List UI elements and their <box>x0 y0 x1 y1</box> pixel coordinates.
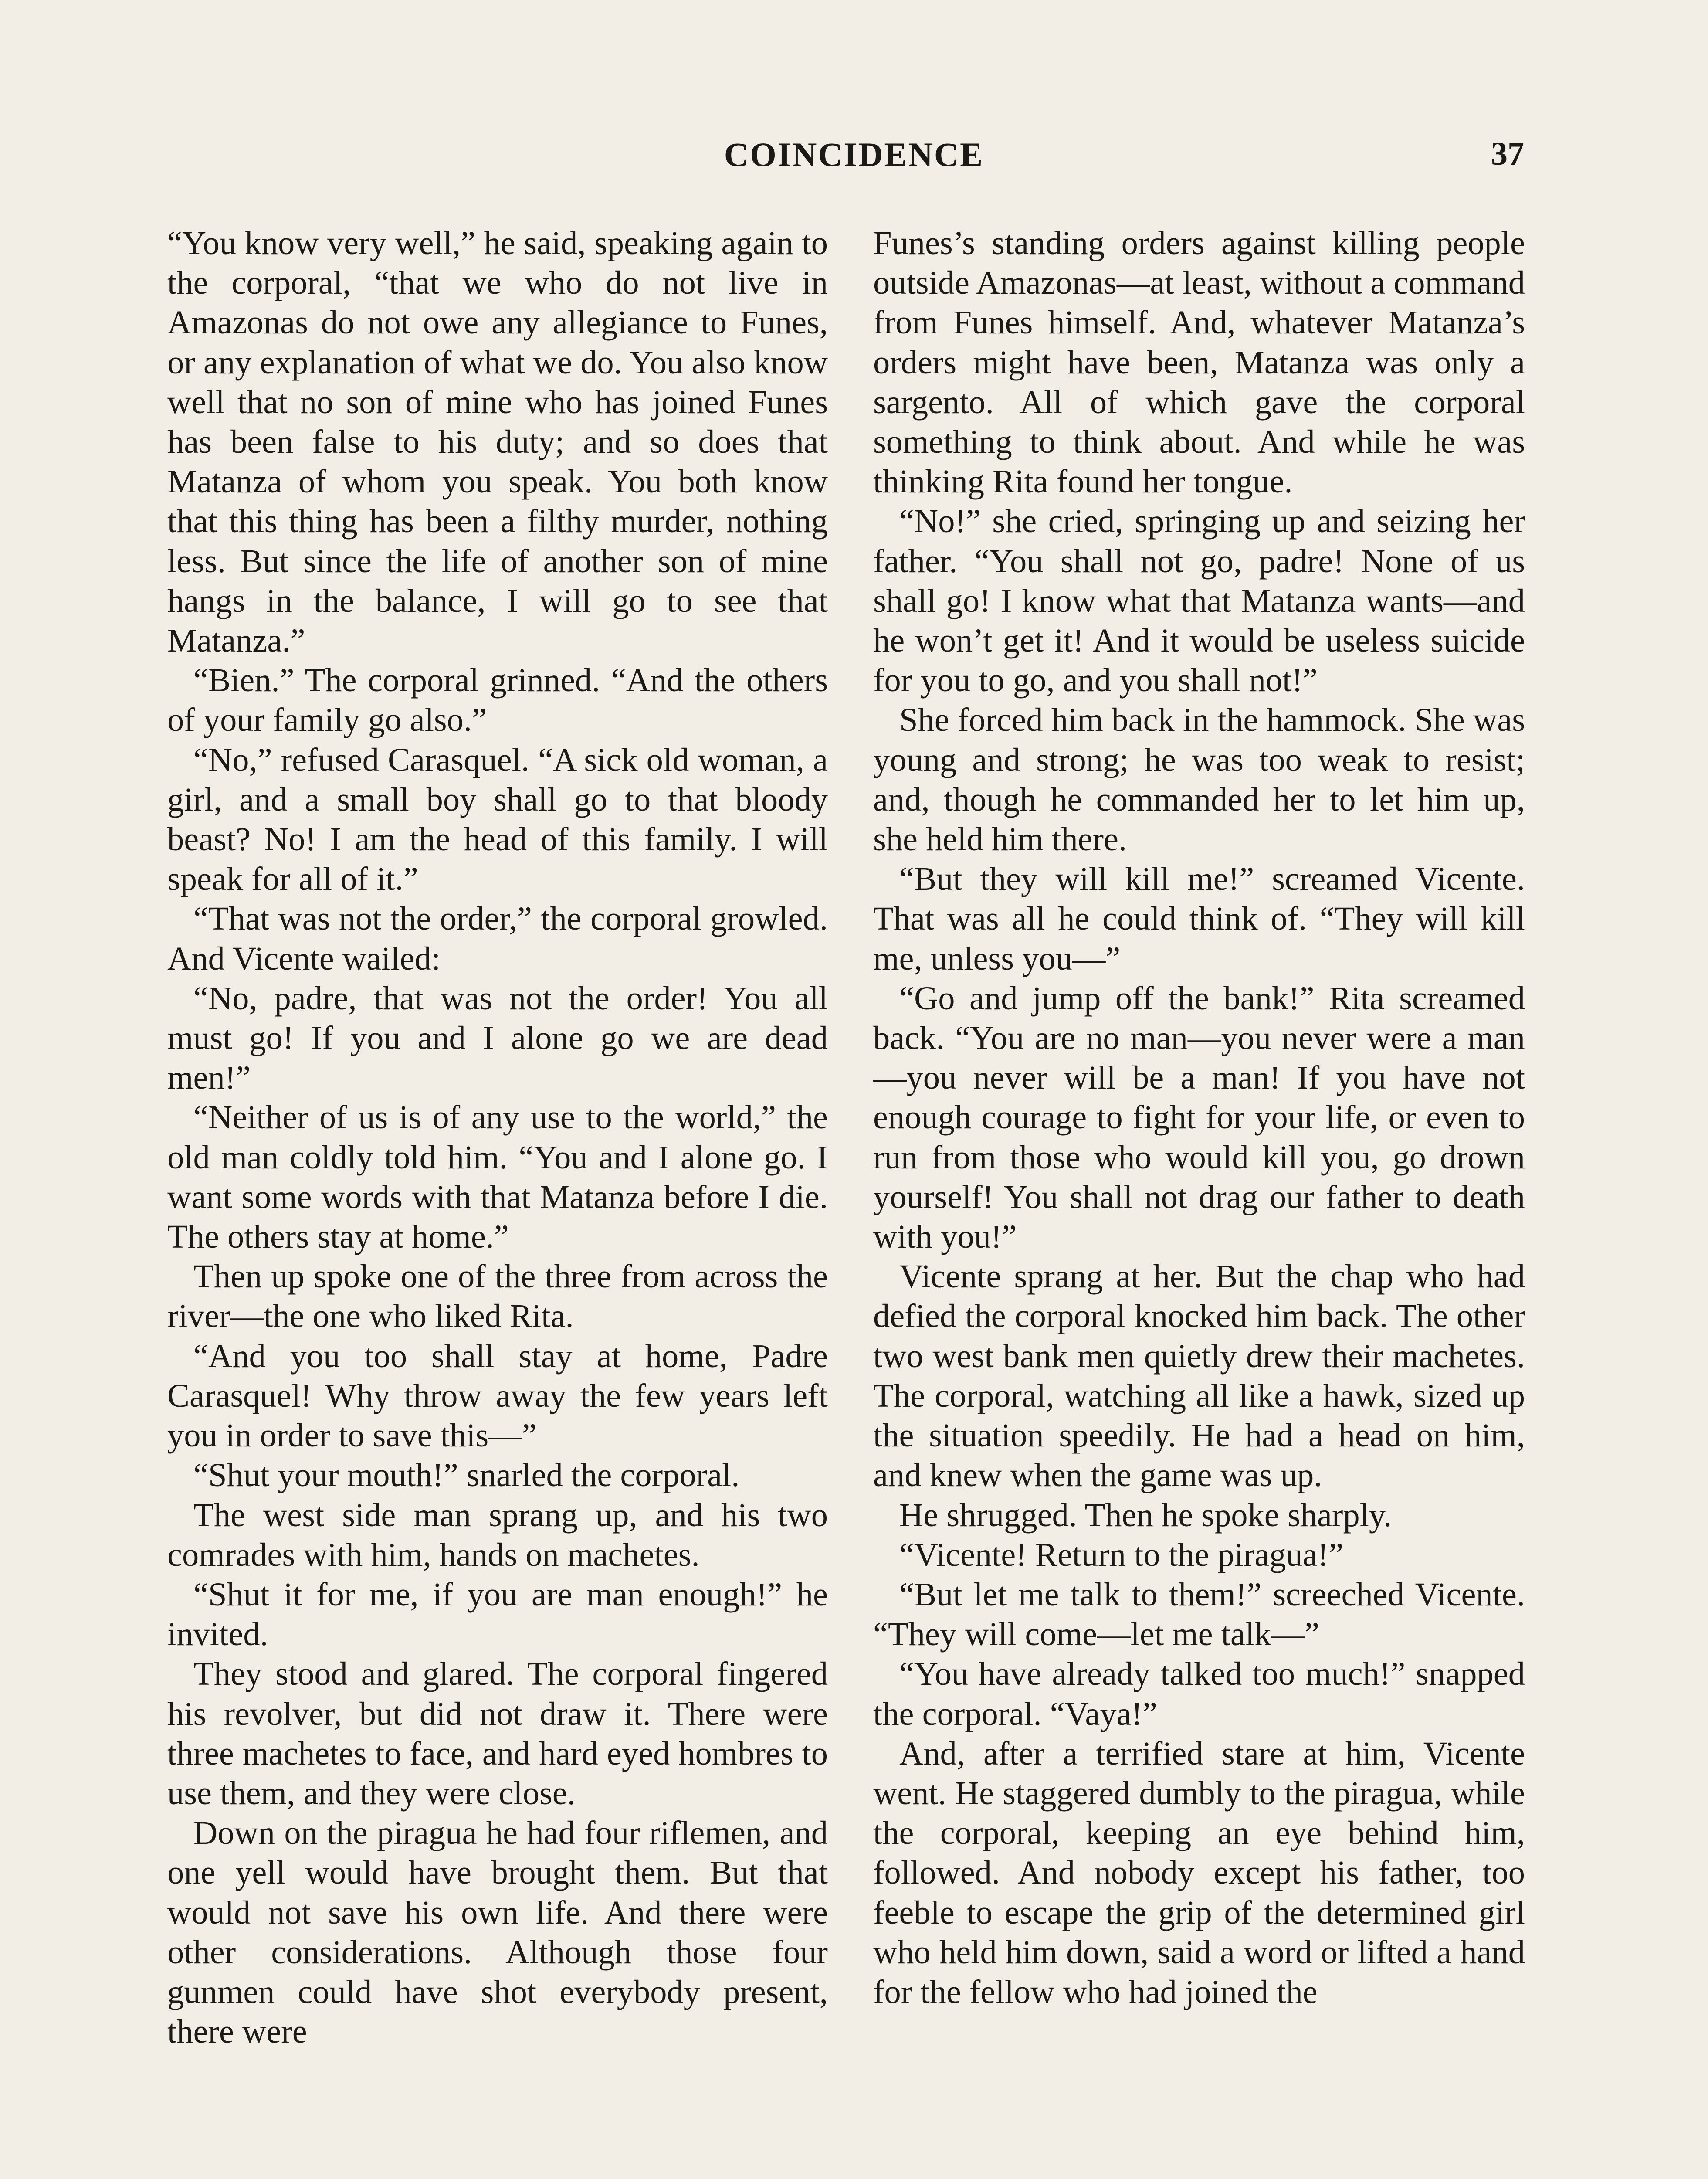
paragraph: Funes’s standing orders against killing people outside Amazonas—at least, without a command from Funes himself. And, whatever Matanza’s orders might have been, Matanza was only a sargento. All of which gave the corporal something to think about. And while he was thinking Rita found her tongue. <box>873 224 1525 500</box>
paragraph: “But they will kill me!” screamed Vicente. That was all he could think of. “They will kill me, unless you—” <box>873 860 1525 977</box>
paragraph: “Shut your mouth!” snarled the corporal. <box>193 1456 740 1494</box>
paragraph: “But let me talk to them!” screeched Vicente. “They will come—let me talk—” <box>873 1575 1525 1653</box>
paragraph: The west side man sprang up, and his two comrades with him, hands on machetes. <box>167 1496 828 1573</box>
paragraph: “Vicente! Return to the piragua!” <box>899 1536 1344 1573</box>
paragraph: And, after a terrified stare at him, Vicente went. He staggered dumbly to the piragua, while the corporal, keeping an eye behind him, followed. And nobody except his father, too feeble to escape the grip of the determined girl who held him down, said a word or lifted a hand for the fellow who had joined the <box>873 1734 1525 2010</box>
paragraph: “No, padre, that was not the order! You all must go! If you and I alone go we are dead men!” <box>167 979 828 1096</box>
paragraph: “No!” she cried, springing up and seizing her father. “You shall not go, padre! None of us shall go! I know what that Matanza wants—and he won’t get it! And it would be useless suicide for you to go, and you shall not!” <box>873 502 1525 699</box>
paragraph: “Bien.” The corporal grinned. “And the others of your family go also.” <box>167 662 828 739</box>
paragraph: Down on the piragua he had four riflemen, and one yell would have brought them. But that would not save his own life. And there were other considerations. Although those four gunmen could have shot everybody present, there were <box>167 1814 828 2050</box>
paragraph: She forced him back in the hammock. She was young and strong; he was too weak to resist; and, though he commanded her to let him up, she held him there. <box>873 701 1525 858</box>
left-column <box>167 223 828 2051</box>
paragraph: He shrugged. Then he spoke sharply. <box>899 1496 1392 1534</box>
right-column <box>873 223 1525 2012</box>
running-title: COINCIDENCE <box>724 136 984 173</box>
paragraph: “Go and jump off the bank!” Rita screamed back. “You are no man—you never were a man—you never will be a man! If you have not enough courage to fight for your life, or even to run from those who would kill you, go drown yourself! You shall not drag our father to death with you!” <box>873 979 1525 1256</box>
paragraph: “That was not the order,” the corporal growled. And Vicente wailed: <box>167 900 828 977</box>
page-number: 37 <box>1491 136 1524 172</box>
paragraph: Then up spoke one of the three from across the river—the one who liked Rita. <box>167 1258 828 1335</box>
paragraph: “You know very well,” he said, speaking again to the corporal, “that we who do not live in Amazonas do not owe any allegiance to Funes, or any explanation of what we do. You also know well that no son of mine who has joined Funes has been false to his duty; and so does that Matanza of whom you speak. You both know that this thing has been a filthy murder, nothing less. But since the life of another son of mine hangs in the balance, I will go to see that Matanza.” <box>167 224 828 659</box>
paragraph: Vicente sprang at her. But the chap who had defied the corporal knocked him back. The other two west bank men quietly drew their machetes. The corporal, watching all like a hawk, sized up the situation speedily. He had a head on him, and knew when the game was up. <box>873 1258 1525 1494</box>
paragraph: “You have already talked too much!” snapped the corporal. “Vaya!” <box>873 1655 1525 1732</box>
paragraph: They stood and glared. The corporal fingered his revolver, but did not draw it. There were three machetes to face, and hard eyed hombres to use them, and they were close. <box>167 1655 828 1812</box>
paragraph: “Neither of us is of any use to the world,” the old man coldly told him. “You and I alone go. I want some words with that Matanza before I die. The others stay at home.” <box>167 1099 828 1256</box>
paragraph: “Shut it for me, if you are man enough!” he invited. <box>167 1575 828 1653</box>
paragraph: “No,” refused Carasquel. “A sick old woman, a girl, and a small boy shall go to that bloody beast? No! I am the head of this family. I will speak for all of it.” <box>167 741 828 898</box>
paragraph: “And you too shall stay at home, Padre Carasquel! Why throw away the few years left you in order to save this—” <box>167 1337 828 1454</box>
running-head <box>0 131 1708 179</box>
